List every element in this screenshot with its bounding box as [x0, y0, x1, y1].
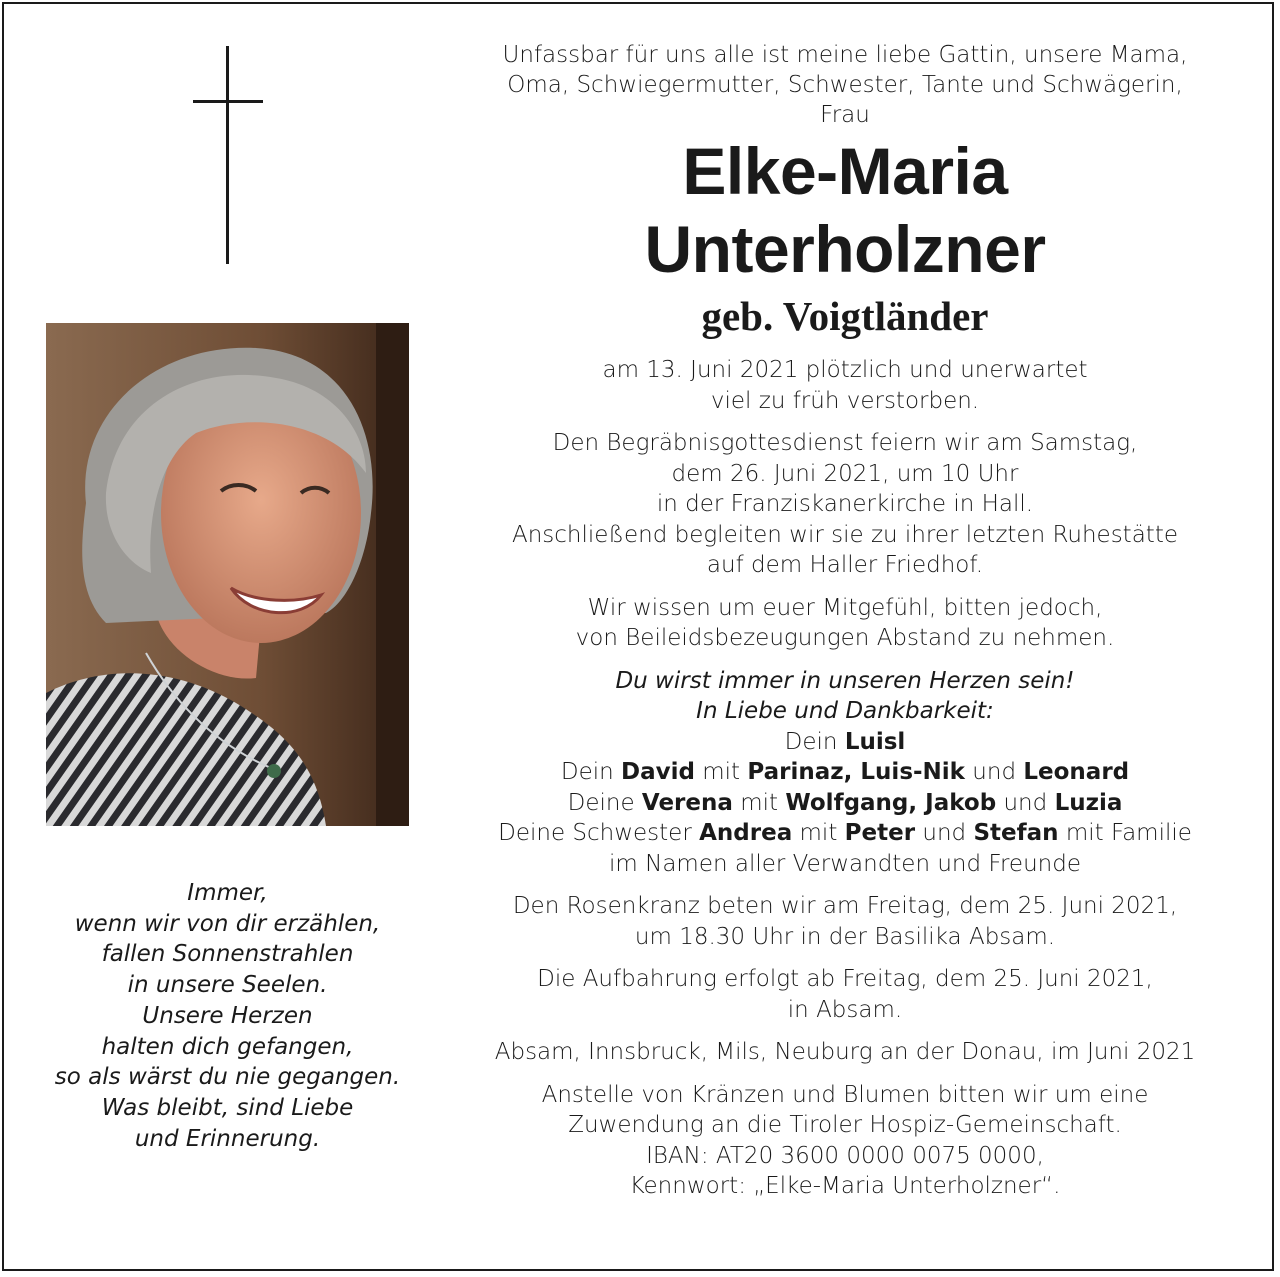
farewell-text: Du wirst immer in unseren Herzen sein! In Liebe und Dankbarkeit:: [615, 667, 1075, 724]
mourner-line: Deine Schwester Andrea mit Peter und Stefan mit Familie: [498, 820, 1192, 846]
rosary-details: Den Rosenkranz beten wir am Freitag, dem 25. Juni 2021, um 18.30 Uhr in der Basilika Absam.: [512, 893, 1178, 950]
poem-line: halten dich gefangen,: [101, 1033, 354, 1060]
poem-line: und Erinnerung.: [134, 1125, 321, 1152]
intro-text: Unfassbar für uns alle ist meine liebe Gattin, unsere Mama, Oma, Schwiegermutter, Schwester, Tante und Schwägerin, Frau: [502, 42, 1188, 128]
cross-icon-bar: [193, 100, 263, 103]
deceased-last-name: Unterholzner: [644, 212, 1046, 286]
mourner-line: im Namen aller Verwandten und Freunde: [609, 850, 1081, 877]
lying-in-state-details: Die Aufbahrung erfolgt ab Freitag, dem 25. Juni 2021, in Absam.: [537, 966, 1153, 1023]
poem-line: so als wärst du nie gegangen.: [54, 1064, 401, 1091]
death-notice: am 13. Juni 2021 plötzlich und unerwartet viel zu früh verstorben.: [602, 357, 1088, 414]
memorial-poem: [40, 878, 415, 1154]
mourner-line: Deine Verena mit Wolfgang, Jakob und Luzia: [567, 789, 1123, 816]
deceased-first-name: Elke-Maria: [682, 134, 1008, 208]
mourners-list: [455, 727, 1235, 880]
mourner-line: Dein Luisl: [784, 728, 906, 755]
poem-line: Immer,: [187, 880, 268, 906]
places-and-date: Absam, Innsbruck, Mils, Neuburg an der Donau, im Juni 2021: [494, 1039, 1196, 1065]
poem-line: in unsere Seelen.: [127, 972, 328, 999]
donation-request: Anstelle von Kränzen und Blumen bitten wir um eine Zuwendung an die Tiroler Hospiz-Gemeinschaft. IBAN: AT20 3600 0000 0075 0000, Kennwort: „Elke-Maria Unterholzner“.: [541, 1081, 1149, 1199]
poem-line: Unsere Herzen: [142, 1002, 313, 1029]
maiden-name: geb. Voigtländer: [701, 293, 989, 339]
notice-body: [455, 40, 1235, 1202]
portrait-photo: [46, 323, 409, 826]
poem-line: Was bleibt, sind Liebe: [101, 1094, 354, 1121]
cross-icon: [226, 46, 229, 264]
poem-line: wenn wir von dir erzählen,: [74, 910, 381, 937]
funeral-details: Den Begräbnisgottesdienst feiern wir am Samstag, dem 26. Juni 2021, um 10 Uhr in der Franziskanerkirche in Hall. Anschließend begleiten wir sie zu ihrer letzten Ruhestätte auf dem Haller Friedhof.: [511, 430, 1178, 578]
mourner-line: Dein David mit Parinaz, Luis-Nik und Leonard: [560, 759, 1130, 785]
condolence-request: Wir wissen um euer Mitgefühl, bitten jedoch, von Beileidsbezeugungen Abstand zu nehmen.: [575, 594, 1115, 651]
poem-line: fallen Sonnenstrahlen: [101, 941, 354, 968]
